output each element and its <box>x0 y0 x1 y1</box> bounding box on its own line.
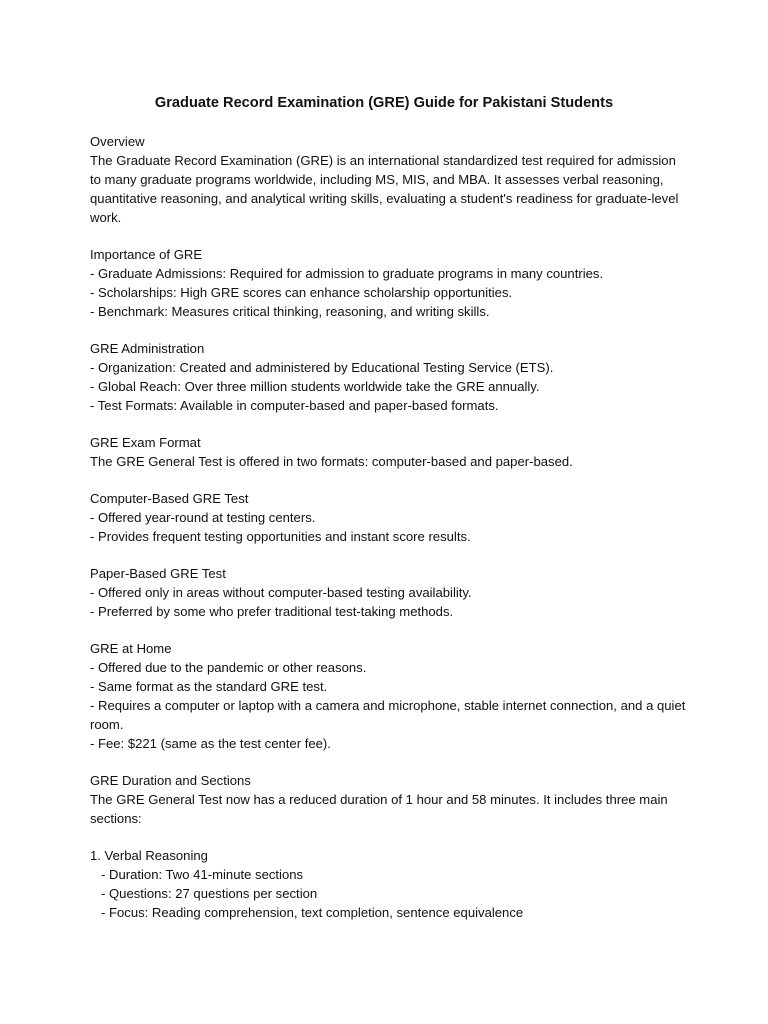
section-heading: GRE at Home <box>90 641 172 656</box>
list-item: - Preferred by some who prefer traditional test-taking methods. <box>90 604 454 619</box>
list-item: - Focus: Reading comprehension, text completion, sentence equivalence <box>101 905 524 920</box>
section-exam-format <box>90 433 690 471</box>
list-item: - Questions: 27 questions per section <box>101 886 318 901</box>
list-item: - Fee: $221 (same as the test center fee). <box>90 736 331 751</box>
list-item: - Duration: Two 41-minute sections <box>101 867 304 882</box>
list-item: - Provides frequent testing opportunities and instant score results. <box>90 529 471 544</box>
list-item: - Graduate Admissions: Required for admission to graduate programs in many countries. <box>90 266 604 281</box>
list-item: - Global Reach: Over three million students worldwide take the GRE annually. <box>90 379 540 394</box>
section-gre-at-home <box>90 639 690 753</box>
section-verbal-reasoning <box>90 846 690 922</box>
list-item: - Test Formats: Available in computer-based and paper-based formats. <box>90 398 499 413</box>
section-heading: GRE Duration and Sections <box>90 773 251 788</box>
section-heading: Importance of GRE <box>90 247 203 262</box>
list-item: - Offered year-round at testing centers. <box>90 510 316 525</box>
section-heading: Computer-Based GRE Test <box>90 491 249 506</box>
section-computer-based <box>90 489 690 546</box>
list-item: - Offered due to the pandemic or other reasons. <box>90 660 367 675</box>
section-overview <box>90 132 690 227</box>
list-item: - Organization: Created and administered by Educational Testing Service (ETS). <box>90 360 554 375</box>
list-item: - Requires a computer or laptop with a camera and microphone, stable internet connection, and a quiet room. <box>90 698 690 732</box>
section-heading: 1. Verbal Reasoning <box>90 848 208 863</box>
section-importance <box>90 245 690 321</box>
paragraph: The GRE General Test is offered in two formats: computer-based and paper-based. <box>90 454 573 469</box>
section-heading: Paper-Based GRE Test <box>90 566 226 581</box>
section-heading: GRE Exam Format <box>90 435 201 450</box>
list-item: - Same format as the standard GRE test. <box>90 679 328 694</box>
section-heading: Overview <box>90 134 145 149</box>
list-item: - Scholarships: High GRE scores can enhance scholarship opportunities. <box>90 285 513 300</box>
paragraph: The Graduate Record Examination (GRE) is an international standardized test required for admission to many graduate programs worldwide, including MS, MIS, and MBA. It assesses verbal reasoning, quantitative reasoning, and analytical writing skills, evaluating a student's readiness for graduate-level work. <box>90 153 683 225</box>
paragraph: The GRE General Test now has a reduced duration of 1 hour and 58 minutes. It includes three main sections: <box>90 792 672 826</box>
list-item: - Offered only in areas without computer-based testing availability. <box>90 585 472 600</box>
document-body <box>90 132 690 940</box>
section-administration <box>90 339 690 415</box>
section-duration <box>90 771 690 828</box>
list-item: - Benchmark: Measures critical thinking, reasoning, and writing skills. <box>90 304 490 319</box>
section-heading: GRE Administration <box>90 341 205 356</box>
document-title: Graduate Record Examination (GRE) Guide for Pakistani Students <box>154 95 614 111</box>
section-paper-based <box>90 564 690 621</box>
